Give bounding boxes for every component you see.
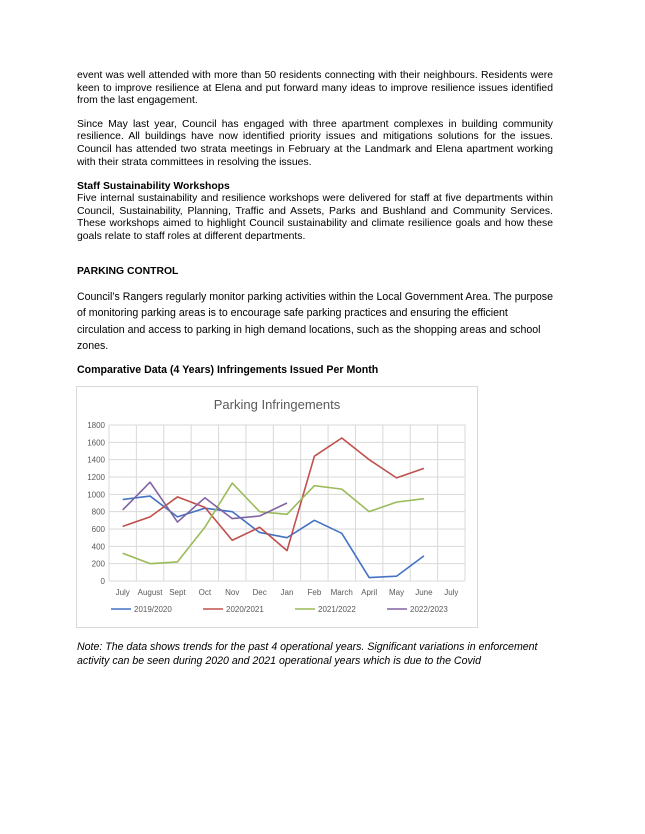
y-tick-label: 1400: [87, 455, 105, 465]
x-tick-label: June: [415, 588, 433, 597]
x-tick-label: March: [330, 588, 353, 597]
parking-infringements-chart: [76, 386, 478, 628]
x-tick-label: Dec: [252, 588, 267, 597]
workshops-paragraph: Five internal sustainability and resilience workshops were delivered for staff at five departments within Council, Sustainability, Planning, Traffic and Assets, Parks and Bushland and Community Services. These workshops aimed to highlight Council sustainability and climate resilience goals and how these goals relate to staff roles at different departments.: [77, 193, 553, 242]
x-tick-label: July: [115, 588, 130, 597]
x-tick-label: August: [137, 588, 163, 597]
x-tick-label: April: [361, 588, 378, 597]
workshops-heading: Staff Sustainability Workshops: [77, 181, 230, 193]
y-tick-label: 0: [100, 577, 105, 586]
y-tick-label: 1600: [87, 438, 105, 448]
y-tick-label: 1800: [87, 421, 105, 430]
y-tick-label: 800: [91, 507, 105, 517]
x-tick-label: July: [444, 588, 459, 597]
parking-heading: PARKING CONTROL: [77, 265, 179, 277]
x-axis-ticks: [116, 588, 459, 597]
legend-label: 2019/2020: [134, 605, 172, 614]
legend-label: 2020/2021: [226, 605, 264, 614]
x-tick-label: Feb: [307, 588, 322, 597]
x-tick-label: Sept: [169, 588, 186, 597]
y-tick-label: 400: [91, 542, 105, 552]
legend-label: 2021/2022: [318, 605, 356, 614]
chart-svg: [77, 387, 477, 627]
legend-label: 2022/2023: [410, 605, 448, 614]
chart-heading: Comparative Data (4 Years) Infringements Issued Per Month: [77, 364, 379, 376]
chart-title: Parking Infringements: [213, 397, 341, 412]
paragraph-engagement: event was well attended with more than 50 residents connecting with their neighbours. Residents were keen to improve resilience at Elena and put forward many ideas to improve resilience issues identified from the last engagement.: [77, 70, 553, 107]
chart-legend: [111, 605, 448, 614]
y-tick-label: 1000: [87, 490, 105, 500]
chart-note: Note: The data shows trends for the past 4 operational years. Significant variations in enforcement activity can be seen during 2020 and 2021 operational years which is due to the Covid: [77, 641, 538, 667]
series-line-2022-2023: [123, 482, 287, 522]
parking-paragraph: Council’s Rangers regularly monitor parking activities within the Local Government Area. The purpose of monitoring parking areas is to encourage safe parking practices and ensuring the efficient circulation and access to parking in high demand locations, such as the shopping areas and school zones.: [77, 290, 553, 353]
document-body: [77, 70, 553, 355]
y-tick-label: 200: [91, 559, 105, 569]
x-tick-label: May: [388, 588, 405, 597]
paragraph-apartments: Since May last year, Council has engaged with three apartment complexes in building community resilience. All buildings have now identified priority issues and mitigations solutions for the issues. Council has attended two strata meetings in February at the Landmark and Elena apartment working with their strata committees in resolving the issues.: [77, 118, 553, 168]
y-axis-ticks: [87, 421, 105, 586]
x-tick-label: Oct: [198, 588, 212, 597]
x-tick-label: Nov: [225, 588, 240, 597]
y-tick-label: 600: [91, 525, 105, 534]
x-tick-label: Jan: [280, 588, 294, 597]
y-tick-label: 1200: [87, 473, 105, 482]
